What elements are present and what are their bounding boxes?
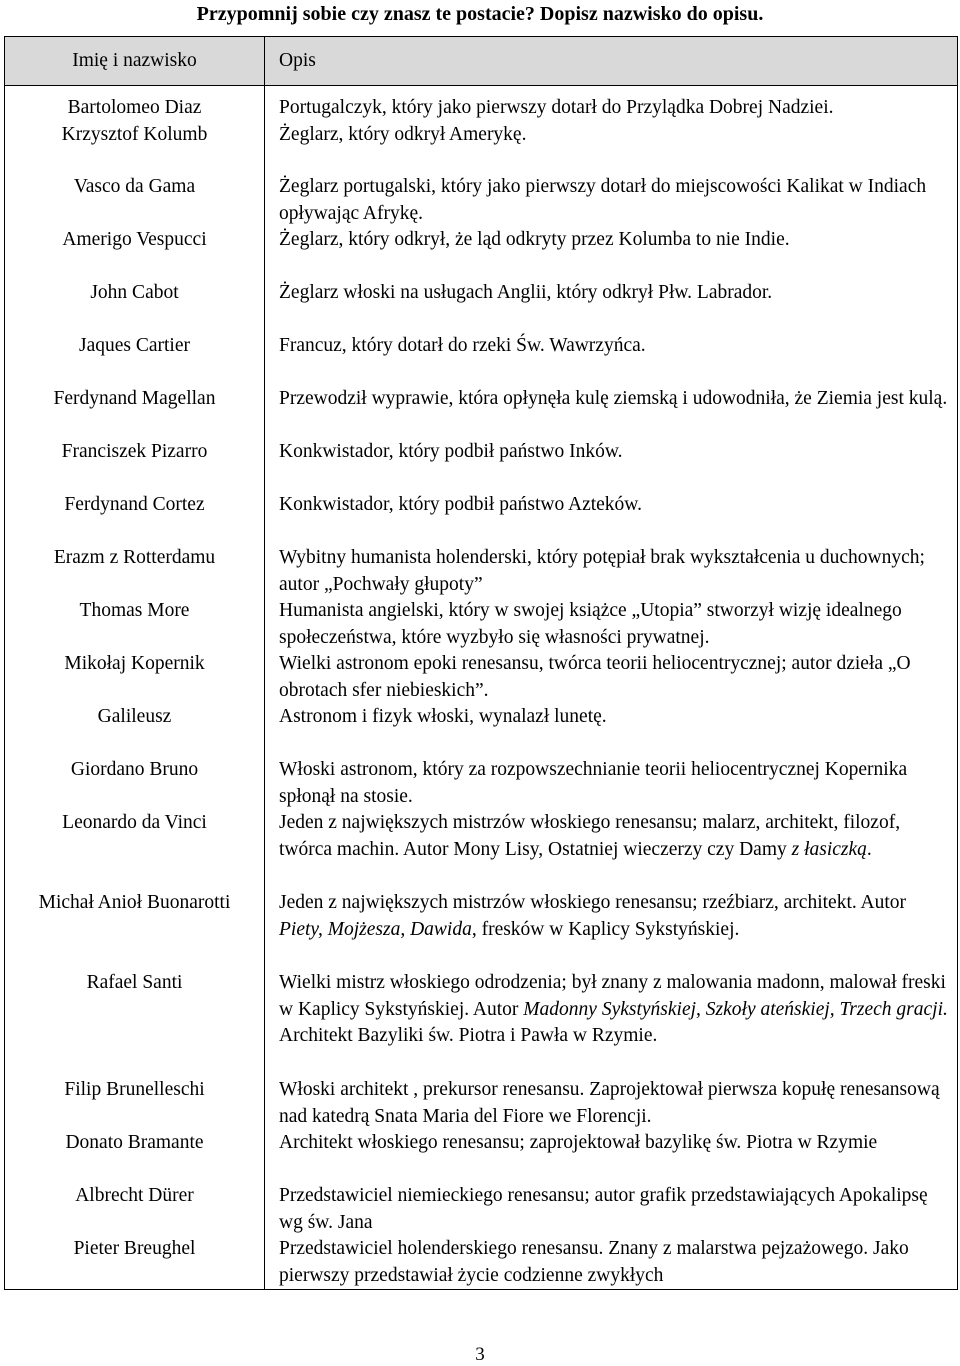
- table-row: [5, 545, 958, 598]
- table-row: [5, 810, 958, 890]
- person-description: Astronom i fizyk włoski, wynalazł lunetę.: [265, 704, 958, 757]
- table-row: [5, 333, 958, 386]
- table-row: [5, 1077, 958, 1130]
- person-description: Żeglarz portugalski, który jako pierwszy dotarł do miejscowości Kalikat w Indiach opływając Afrykę.: [265, 148, 958, 227]
- person-name: Thomas More: [5, 598, 265, 651]
- description-italic-titles: Madonny Sykstyńskiej, Szkoły ateńskiej, Trzech gracji.: [523, 998, 948, 1020]
- table-row: [5, 598, 958, 651]
- person-name: Leonardo da Vinci: [5, 810, 265, 890]
- table-row: [5, 148, 958, 227]
- table-header-row: [5, 37, 958, 86]
- person-description: Włoski architekt , prekursor renesansu. Zaprojektował pierwsza kopułę renesansową nad katedrą Snata Maria del Fiore we Florencji.: [265, 1077, 958, 1130]
- table-row: [5, 1130, 958, 1183]
- person-description: Żeglarz, który odkrył Amerykę.: [265, 122, 958, 149]
- table-row: [5, 227, 958, 280]
- person-name: Amerigo Vespucci: [5, 227, 265, 280]
- description-italic-titles: z łasiczką: [791, 838, 867, 860]
- description-italic-titles: Piety, Mojżesza, Dawida: [279, 918, 472, 940]
- person-name: Vasco da Gama: [5, 148, 265, 227]
- page-number: 3: [475, 1344, 485, 1365]
- table-row: [5, 280, 958, 333]
- description-text-end: Architekt Bazyliki św. Piotra i Pawła w Rzymie.: [279, 1025, 658, 1046]
- person-name: Donato Bramante: [5, 1130, 265, 1183]
- person-name: Jaques Cartier: [5, 333, 265, 386]
- person-description: Przedstawiciel holenderskiego renesansu. Znany z malarstwa pejzażowego. Jako pierwszy przedstawiał życie codzienne zwykłych: [265, 1236, 958, 1290]
- person-name: Mikołaj Kopernik: [5, 651, 265, 704]
- person-description: Żeglarz włoski na usługach Anglii, który odkrył Płw. Labrador.: [265, 280, 958, 333]
- person-description: [265, 890, 958, 970]
- person-name: Albrecht Dürer: [5, 1183, 265, 1236]
- person-name: Franciszek Pizarro: [5, 439, 265, 492]
- person-name: Giordano Bruno: [5, 757, 265, 810]
- person-name: Rafael Santi: [5, 970, 265, 1077]
- person-name: Ferdynand Magellan: [5, 386, 265, 439]
- header-description: Opis: [265, 37, 958, 86]
- person-description: Wybitny humanista holenderski, który potępiał brak wykształcenia u duchownych; autor „Pochwały głupoty”: [265, 545, 958, 598]
- person-name: Galileusz: [5, 704, 265, 757]
- person-name: Bartolomeo Diaz: [5, 86, 265, 122]
- person-description: Żeglarz, który odkrył, że ląd odkryty przez Kolumba to nie Indie.: [265, 227, 958, 280]
- table-row: [5, 1236, 958, 1290]
- person-description: Architekt włoskiego renesansu; zaprojektował bazylikę św. Piotra w Rzymie: [265, 1130, 958, 1183]
- description-text-end: , fresków w Kaplicy Sykstyńskiej.: [471, 918, 740, 940]
- description-text-end: .: [866, 838, 872, 860]
- characters-table: [4, 36, 958, 1290]
- person-name: Erazm z Rotterdamu: [5, 545, 265, 598]
- person-description: Portugalczyk, który jako pierwszy dotarł do Przylądka Dobrej Nadziei.: [265, 86, 958, 122]
- table-row: [5, 492, 958, 545]
- person-description: Wielki astronom epoki renesansu, twórca teorii heliocentrycznej; autor dzieła „O obrotach sfer niebieskich”.: [265, 651, 958, 704]
- table-row: [5, 439, 958, 492]
- description-text: Jeden z największych mistrzów włoskiego renesansu; malarz, architekt, filozof, twórca machin. Autor Mony Lisy, Ostatniej wieczerzy czy Damy: [279, 812, 901, 860]
- person-description: Francuz, który dotarł do rzeki Św. Wawrzyńca.: [265, 333, 958, 386]
- person-description: [265, 970, 958, 1077]
- person-description: Przedstawiciel niemieckiego renesansu; autor grafik przedstawiających Apokalipsę wg św. Jana: [265, 1183, 958, 1236]
- person-name: Krzysztof Kolumb: [5, 122, 265, 149]
- table-row: [5, 970, 958, 1077]
- table-row: [5, 651, 958, 704]
- person-name: Ferdynand Cortez: [5, 492, 265, 545]
- person-name: Pieter Breughel: [5, 1236, 265, 1290]
- description-text: Wielki mistrz włoskiego odrodzenia; był znany z malowania madonn, malował freski w Kaplicy Sykstyńskiej. Autor: [279, 972, 946, 1020]
- table-row: [5, 704, 958, 757]
- person-description: Przewodził wyprawie, która opłynęła kulę ziemską i udowodniła, że Ziemia jest kulą.: [265, 386, 958, 439]
- table-row: [5, 122, 958, 149]
- table-row: [5, 86, 958, 122]
- table-row: [5, 1183, 958, 1236]
- table-row: [5, 757, 958, 810]
- person-name: Filip Brunelleschi: [5, 1077, 265, 1130]
- person-description: Konkwistador, który podbił państwo Inków.: [265, 439, 958, 492]
- table-row: [5, 386, 958, 439]
- person-description: Humanista angielski, który w swojej książce „Utopia” stworzył wizję idealnego społeczeństwa, które wyzbyło się własności prywatnej.: [265, 598, 958, 651]
- header-name: Imię i nazwisko: [5, 37, 265, 86]
- person-description: [265, 810, 958, 890]
- table-row: [5, 890, 958, 970]
- person-name: John Cabot: [5, 280, 265, 333]
- person-description: Włoski astronom, który za rozpowszechnianie teorii heliocentrycznej Kopernika spłonął na stosie.: [265, 757, 958, 810]
- person-description: Konkwistador, który podbił państwo Azteków.: [265, 492, 958, 545]
- page-title: Przypomnij sobie czy znasz te postacie? Dopisz nazwisko do opisu.: [196, 3, 764, 25]
- person-name: Michał Anioł Buonarotti: [5, 890, 265, 970]
- description-text: Jeden z największych mistrzów włoskiego renesansu; rzeźbiarz, architekt. Autor: [279, 892, 907, 913]
